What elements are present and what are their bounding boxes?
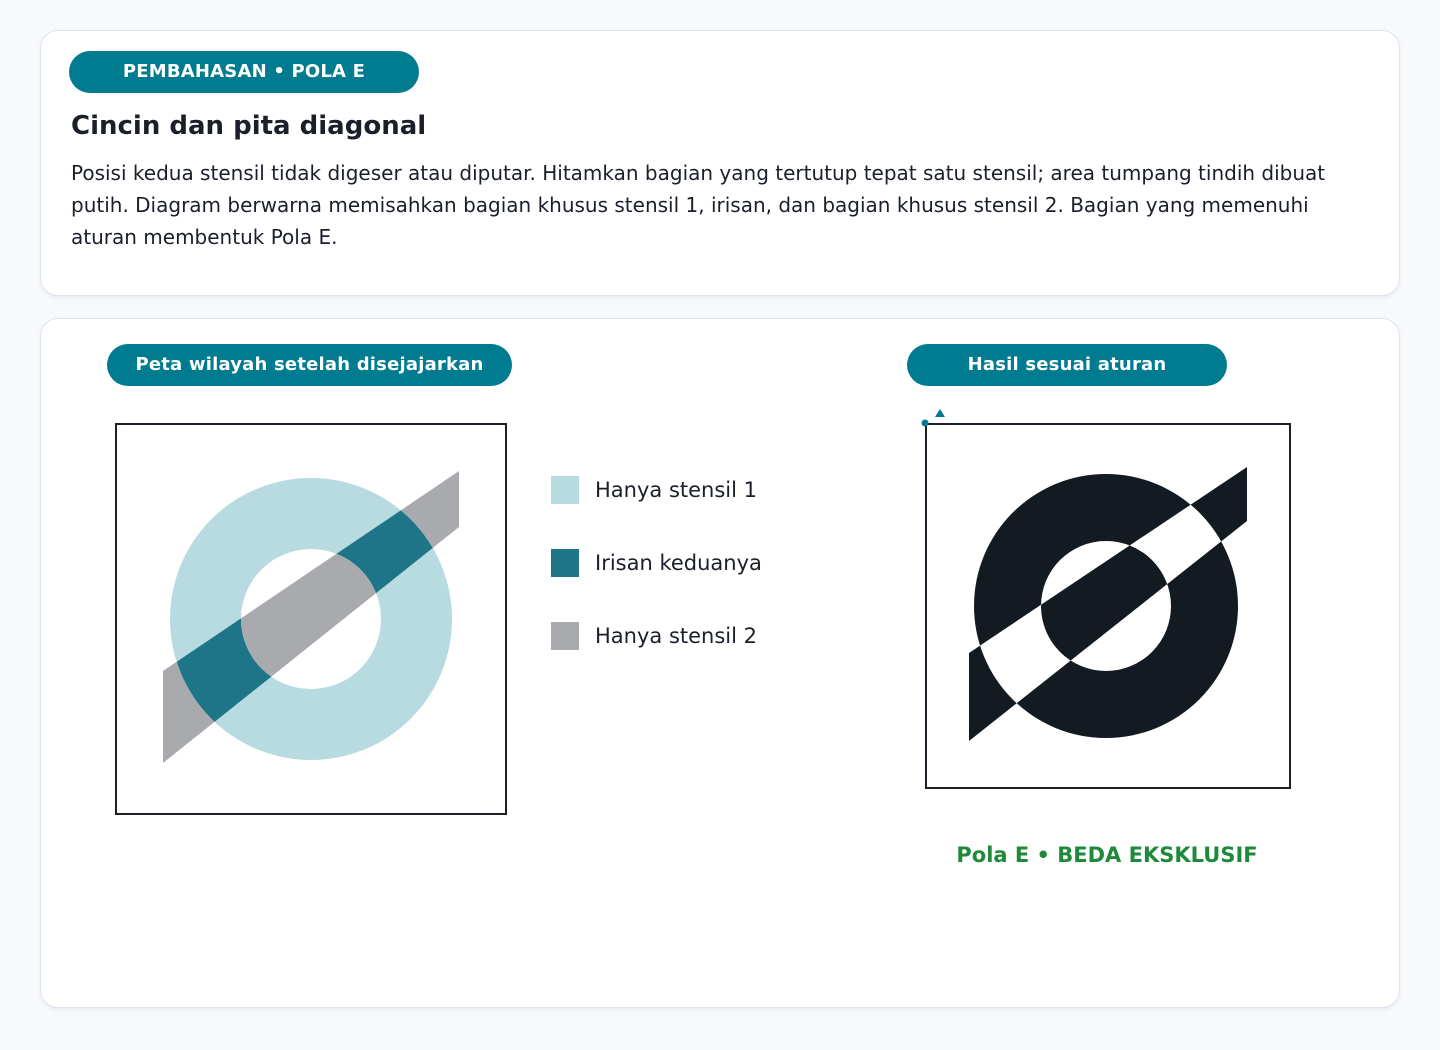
up-arrow-icon xyxy=(935,409,945,417)
region-map-title: Peta wilayah setelah disejajarkan xyxy=(107,344,512,386)
legend-swatch-stencil-2 xyxy=(551,622,579,650)
legend-label-stencil-1: Hanya stensil 1 xyxy=(595,478,757,502)
page-title: Cincin dan pita diagonal xyxy=(71,111,427,141)
legend-label-intersection: Irisan keduanya xyxy=(595,551,762,575)
legend-swatch-intersection xyxy=(551,549,579,577)
legend-label-stencil-2: Hanya stensil 2 xyxy=(595,624,757,648)
result-pattern-diagram xyxy=(925,423,1291,789)
description-text: Posisi kedua stensil tidak digeser atau diputar. Hitamkan bagian yang tertutup tepat satu stensil; area tumpang tindih dibuat putih. Diagram berwarna memisahkan bagian khusus stensil 1, irisan, dan bagian khusus stensil 2. Bagian yang memenuhi aturan membentuk Pola E. xyxy=(71,161,1326,249)
region-map-diagram xyxy=(115,423,507,815)
topic-badge: PEMBAHASAN • POLA E xyxy=(69,51,419,93)
origin-dot-icon xyxy=(922,420,929,427)
result-title: Hasil sesuai aturan xyxy=(907,344,1227,386)
result-caption: Pola E • BEDA EKSKLUSIF xyxy=(956,843,1258,867)
diagram-card xyxy=(40,318,1400,1008)
legend-swatch-stencil-1 xyxy=(551,476,579,504)
explanation-card xyxy=(40,30,1400,296)
